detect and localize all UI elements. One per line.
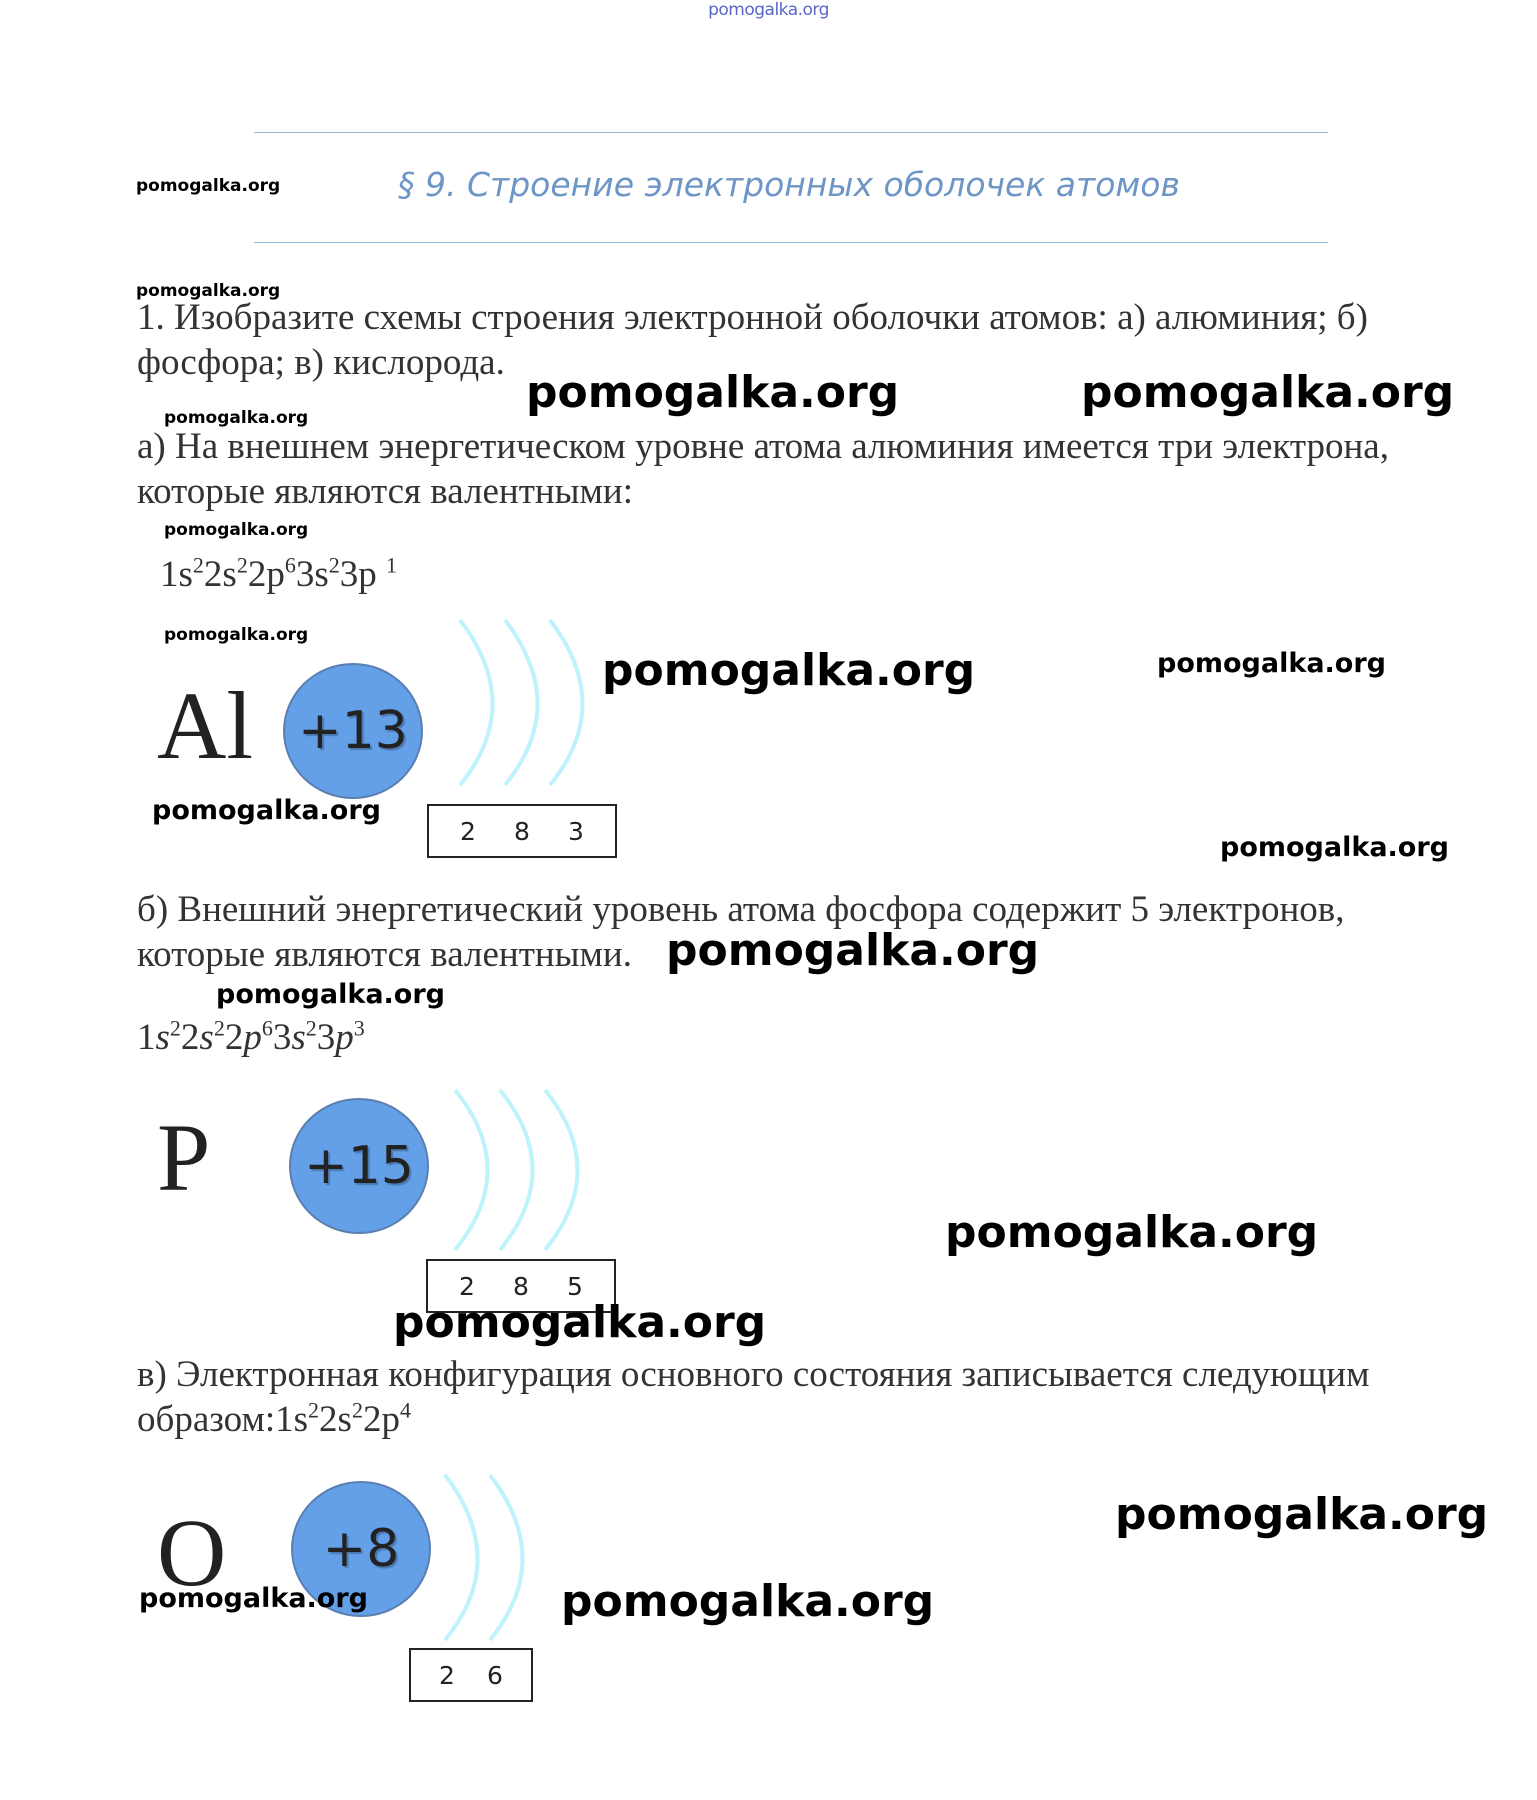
oxygen-electron-box — [409, 1648, 533, 1702]
watermark: pomogalka.org — [393, 1297, 767, 1348]
electron-count: 5 — [567, 1271, 583, 1301]
electron-count: 8 — [514, 816, 530, 846]
phosphorus-text-line-2: которые являются валентными. — [137, 934, 632, 975]
watermark: pomogalka.org — [136, 281, 281, 301]
question-line-2: фосфора; в) кислорода. — [137, 342, 505, 383]
watermark: pomogalka.org — [164, 520, 309, 540]
aluminium-text-line-2: которые являются валентными: — [137, 471, 634, 512]
top-watermark: pomogalka.org — [708, 0, 829, 20]
watermark: pomogalka.org — [1220, 832, 1449, 863]
header-bottom-rule — [254, 242, 1328, 243]
watermark: pomogalka.org — [1081, 367, 1455, 418]
phosphorus-nucleus: +15 — [289, 1098, 429, 1234]
watermark: pomogalka.org — [602, 645, 976, 696]
phosphorus-symbol: P — [157, 1104, 211, 1211]
oxygen-symbol: O — [157, 1499, 227, 1606]
watermark: pomogalka.org — [164, 408, 309, 428]
oxygen-electron-shells — [430, 1470, 570, 1650]
watermark: pomogalka.org — [561, 1576, 935, 1627]
question-line-1: 1. Изобразите схемы строения электронной оболочки атомов: а) алюминия; б) — [137, 297, 1368, 338]
aluminium-text-line-1: а) На внешнем энергетическом уровне атома алюминия имеется три электрона, — [137, 426, 1389, 467]
watermark: pomogalka.org — [139, 1583, 368, 1614]
electron-count: 6 — [487, 1660, 503, 1690]
watermark: pomogalka.org — [945, 1207, 1319, 1258]
electron-count: 2 — [459, 1271, 475, 1301]
watermark: pomogalka.org — [1157, 648, 1386, 679]
oxygen-nucleus: +8 — [291, 1481, 431, 1617]
watermark: pomogalka.org — [136, 176, 281, 196]
aluminium-electron-box — [427, 804, 617, 858]
watermark: pomogalka.org — [526, 367, 900, 418]
watermark: pomogalka.org — [164, 625, 309, 645]
watermark: pomogalka.org — [152, 795, 381, 826]
aluminium-nucleus: +13 — [283, 663, 423, 799]
electron-count: 3 — [568, 816, 584, 846]
oxygen-text-line-2: $образом:1s^22s^22p^4$ — [137, 1397, 411, 1440]
aluminium-electron-formula: $1s^22s^22p^63s^23p$ $^1$ — [160, 552, 397, 595]
aluminium-electron-shells — [440, 615, 620, 795]
electron-count: 2 — [439, 1660, 455, 1690]
watermark: pomogalka.org — [216, 979, 445, 1010]
section-title: § 9. Строение электронных оболочек атомов — [398, 165, 1180, 204]
aluminium-symbol: Al — [157, 672, 253, 779]
phosphorus-text-line-1: б) Внешний энергетический уровень атома фосфора содержит 5 электронов, — [137, 889, 1345, 930]
oxygen-text-line-1: в) Электронная конфигурация основного состояния записывается следующим — [137, 1354, 1370, 1395]
electron-count: 2 — [460, 816, 476, 846]
electron-count: 8 — [513, 1271, 529, 1301]
watermark: pomogalka.org — [1115, 1489, 1489, 1540]
watermark: pomogalka.org — [666, 925, 1040, 976]
phosphorus-electron-shells — [440, 1085, 620, 1255]
phosphorus-electron-formula: $1s^22s^22p^63s^23p^3$ — [137, 1015, 365, 1058]
header-top-rule — [254, 132, 1328, 133]
